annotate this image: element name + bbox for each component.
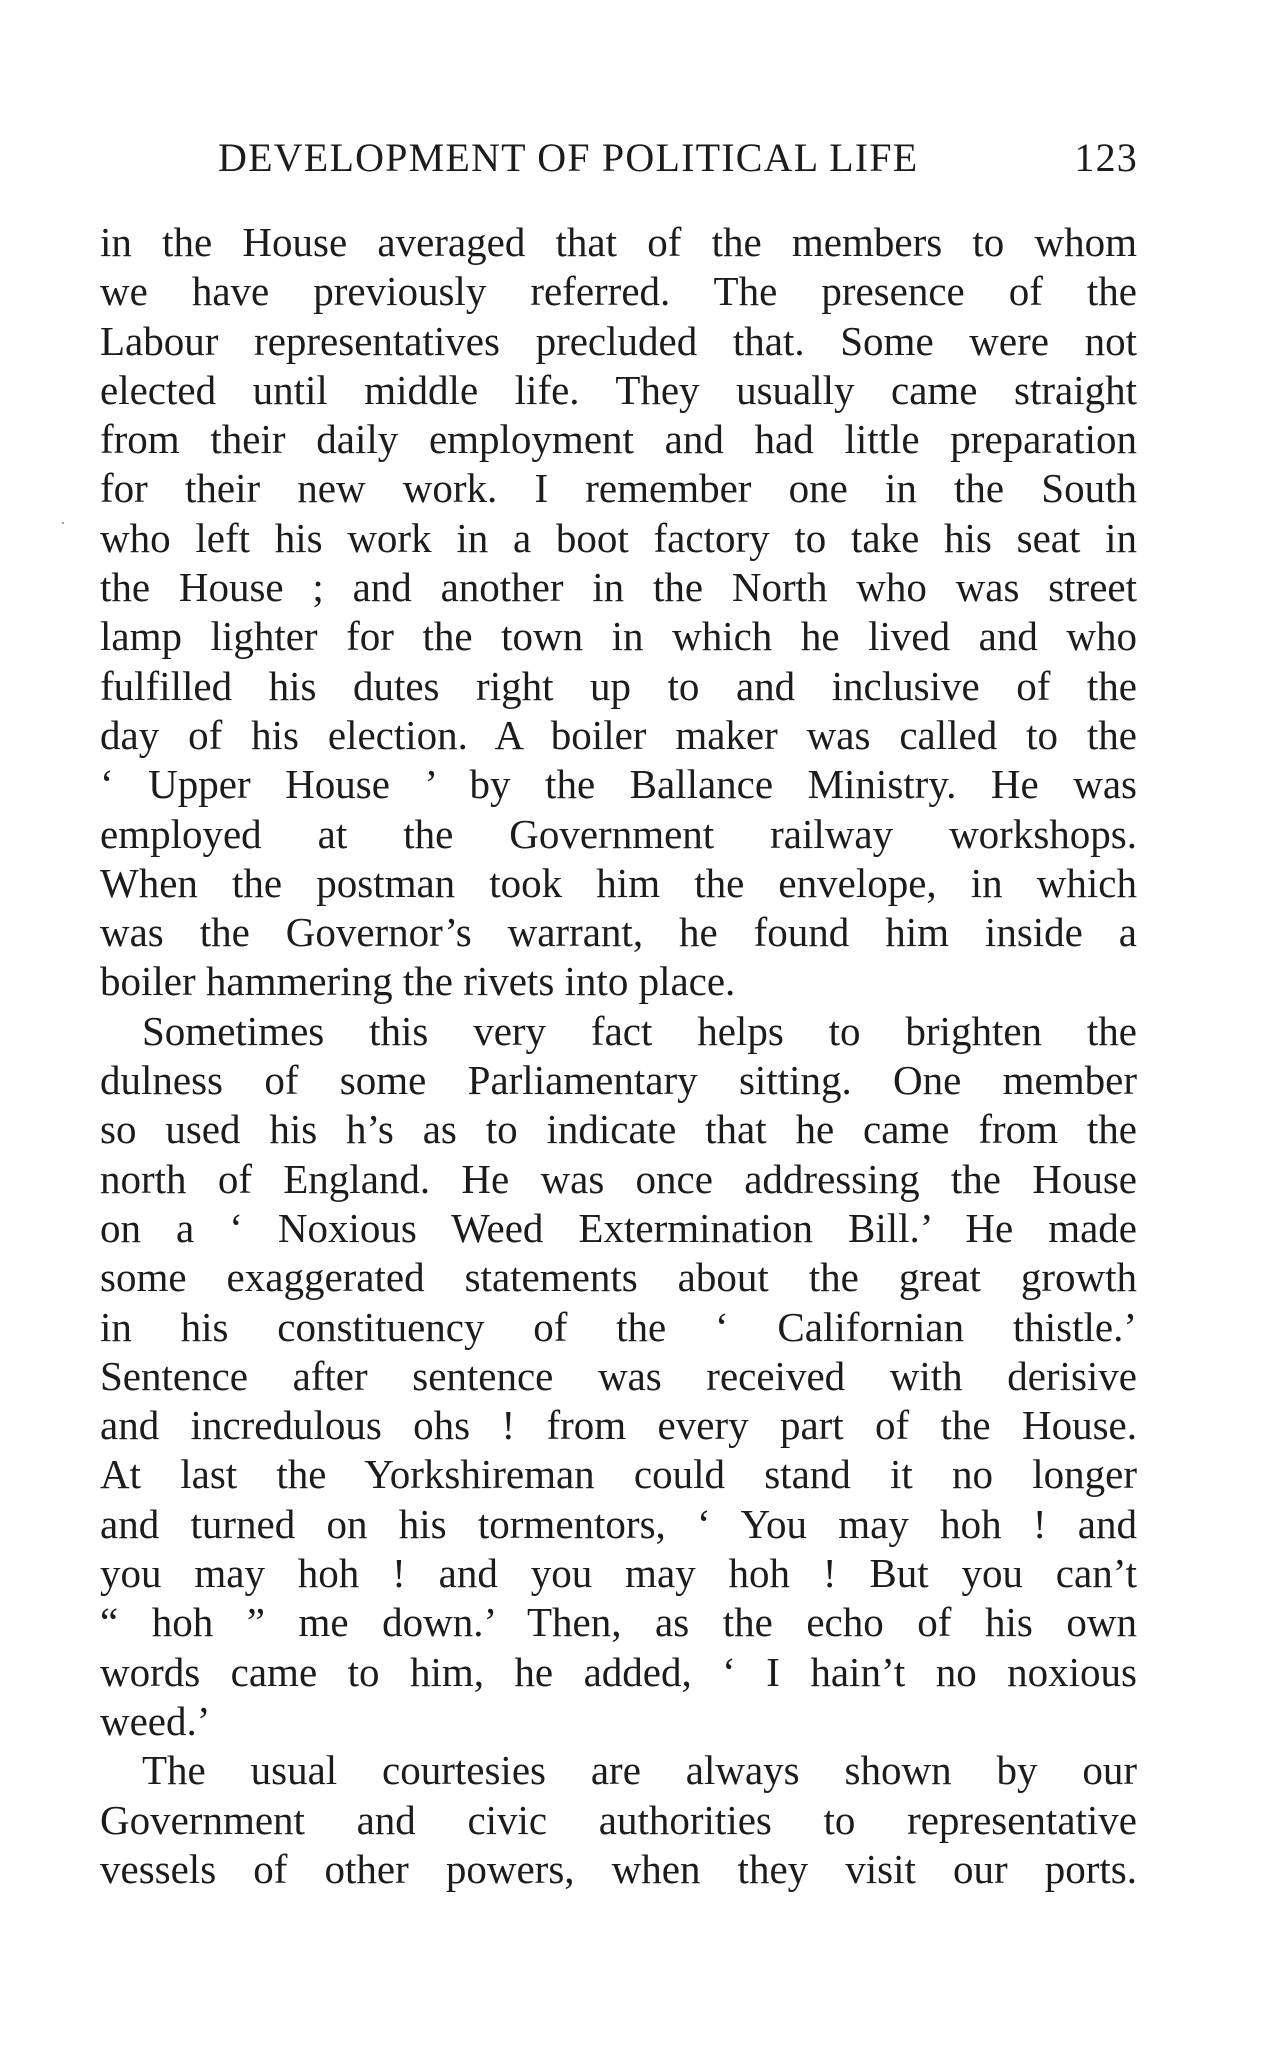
- text-line: you may hoh ! and you may hoh ! But you can’t: [100, 1550, 1137, 1597]
- text-line: north of England. He was once addressing the House: [100, 1155, 1137, 1202]
- text-line: and incredulous ohs ! from every part of the House.: [100, 1402, 1137, 1449]
- text-line: ‘ Upper House ’ by the Ballance Ministry. He was: [100, 761, 1137, 808]
- running-title: DEVELOPMENT OF POLITICAL LIFE: [218, 135, 919, 180]
- text-line: Government and civic authorities to representative: [100, 1796, 1137, 1843]
- paragraph-end-line: boiler hammering the rivets into place.: [100, 958, 736, 1005]
- text-line: day of his election. A boiler maker was called to the: [100, 711, 1137, 758]
- text-line: so used his h’s as to indicate that he came from the: [100, 1106, 1137, 1153]
- text-line: dulness of some Parliamentary sitting. One member: [100, 1057, 1137, 1104]
- page-number: 123: [1074, 135, 1138, 180]
- text-line: and turned on his tormentors, ‘ You may hoh ! and: [100, 1500, 1137, 1547]
- text-line: we have previously referred. The presence of the: [100, 268, 1137, 315]
- text-line: employed at the Government railway workshops.: [100, 810, 1137, 857]
- text-line: lamp lighter for the town in which he lived and who: [100, 613, 1137, 660]
- text-line: Labour representatives precluded that. Some were not: [100, 317, 1137, 364]
- text-line: the House ; and another in the North who was street: [100, 564, 1137, 611]
- text-line: from their daily employment and had little preparation: [100, 416, 1137, 463]
- text-line: in the House averaged that of the members to whom: [100, 219, 1137, 265]
- body-text: [100, 218, 1137, 1894]
- text-line: vessels of other powers, when they visit our ports.: [100, 1845, 1137, 1892]
- paragraph-first-line: The usual courtesies are always shown by our: [142, 1747, 1137, 1794]
- text-line: in his constituency of the ‘ Californian thistle.’: [100, 1303, 1137, 1350]
- text-line: on a ‘ Noxious Weed Extermination Bill.’ He made: [100, 1204, 1137, 1251]
- margin-speck: [62, 522, 64, 524]
- text-line: At last the Yorkshireman could stand it no longer: [100, 1451, 1137, 1498]
- text-line: for their new work. I remember one in the South: [100, 465, 1137, 512]
- paragraph-first-line: Sometimes this very fact helps to brighten the: [142, 1007, 1137, 1054]
- paragraph-end-line: weed.’: [100, 1697, 211, 1744]
- text-line: elected until middle life. They usually came straight: [100, 366, 1137, 413]
- text-line: fulfilled his dutes right up to and inclusive of the: [100, 662, 1137, 709]
- text-line: words came to him, he added, ‘ I hain’t no noxious: [100, 1648, 1137, 1695]
- text-line: Sentence after sentence was received with derisive: [100, 1352, 1137, 1399]
- text-line: who left his work in a boot factory to take his seat in: [100, 514, 1137, 561]
- text-line: some exaggerated statements about the great growth: [100, 1254, 1137, 1301]
- text-line: When the postman took him the envelope, in which: [100, 859, 1137, 906]
- running-head: [218, 128, 1138, 188]
- text-line: “ hoh ” me down.’ Then, as the echo of his own: [100, 1599, 1137, 1646]
- text-line: was the Governor’s warrant, he found him inside a: [100, 909, 1137, 956]
